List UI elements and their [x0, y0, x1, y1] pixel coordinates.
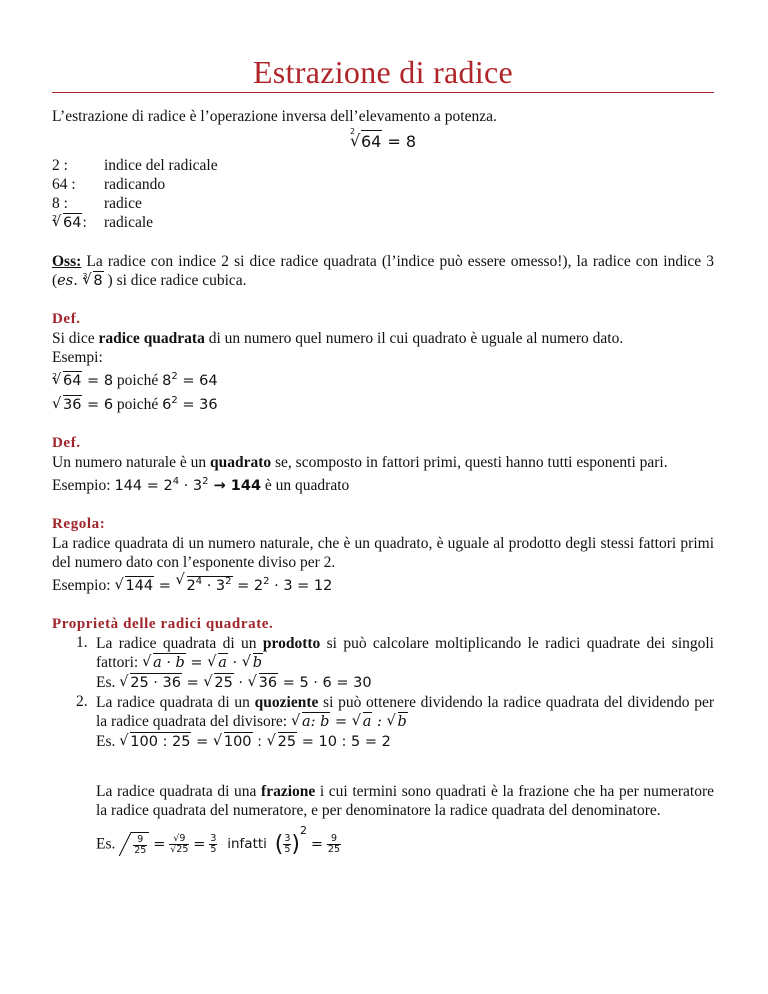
section-heading: Regola:	[52, 516, 106, 532]
example-line: √ 36 = 6 poiché $6^2 = 36$	[52, 391, 714, 415]
main-radical: √ 2 64	[350, 132, 382, 151]
section-def-1	[52, 310, 714, 415]
section-heading: Proprietà delle radici quadrate.	[52, 616, 274, 632]
term-row: 64 : radicando	[52, 176, 166, 193]
title-divider	[52, 92, 714, 93]
section-heading: Def.	[52, 311, 81, 327]
list-item: 2. La radice quadrata di un quoziente si può ottenere dividendo la radice quadrata del dividendo per la radice quadrata del divisore: √ a: b = √ a : √ b Es. √ 100 : 25 = √ 100 : √ 25 = 10 : 5 = 2	[52, 693, 714, 752]
document-page	[52, 0, 714, 858]
example-line: √ 2 64 = 8 poiché $8^2 = 64$	[52, 367, 714, 391]
list-item: 1. La radice quadrata di un prodotto si può calcolare moltiplicando le radici quadrate dei singoli fattori: √ a · b = √ a · √ b Es. √ 25 · 36 = √ 25 · √ 36 = 5 · 6 = 30	[52, 634, 714, 693]
section-def-2	[52, 434, 714, 496]
rule-text: La radice quadrata di un numero naturale, che è un quadrato, è uguale al prodotto degli stessi fattori primi del numero dato con l’esponente diviso per 2.	[52, 535, 714, 571]
oss-paragraph: Oss: La radice con indice 2 si dice radice quadrata (l’indice può essere omesso!), la radice con indice 3 (es. √ 3 8 ) si dice radice cubica.	[52, 252, 714, 291]
term-row: 8 : radice	[52, 195, 142, 212]
definition-text: Si dice radice quadrata di un numero quel numero il cui quadrato è uguale al numero dato.	[52, 330, 624, 347]
intro-text: L’estrazione di radice è l’operazione inversa dell’elevamento a potenza.	[52, 108, 497, 125]
definition-text: Un numero naturale è un quadrato se, scomposto in fattori primi, questi hanno tutti esponenti pari.	[52, 454, 668, 471]
main-formula: √ 2 64 = 8	[52, 132, 714, 154]
page-title: Estrazione di radice	[252, 54, 514, 90]
section-heading: Def.	[52, 435, 81, 451]
term-row: √ 2 64: radicale	[52, 213, 714, 233]
section-proprieta	[52, 615, 714, 858]
example-line: Esempio: $144 = 2^4 \cdot 3^2 \to 144$ è un quadrato	[52, 476, 350, 494]
fraction-paragraph: La radice quadrata di una frazione i cui termini sono quadrati è la frazione che ha per numeratore la radice quadrata del numeratore, e per denominatore la radice quadrata del denominatore. Es. $\frac{9}{25}$ = $\frac{√9}{√25}$ = $\frac{3}{5}$ infatti ( $\frac{3}{5}$ )$^2$ = $\frac{9}{25}$	[96, 783, 714, 857]
section-regola	[52, 515, 714, 596]
examples-label: Esempi:	[52, 349, 103, 366]
terms-list	[52, 156, 714, 233]
fraction-example: Es. $\frac{9}{25}$ = $\frac{√9}{√25}$ = $\frac{3}{5}$ infatti ( $\frac{3}{5}$ )$^2$ = $\frac{9}{25}$	[96, 824, 341, 857]
example-line: Esempio: √ 144 = √ $2^4 \cdot 3^2 = 2^2 \cdot 3 = 12$	[52, 572, 714, 596]
term-row: 2 : indice del radicale	[52, 157, 218, 174]
